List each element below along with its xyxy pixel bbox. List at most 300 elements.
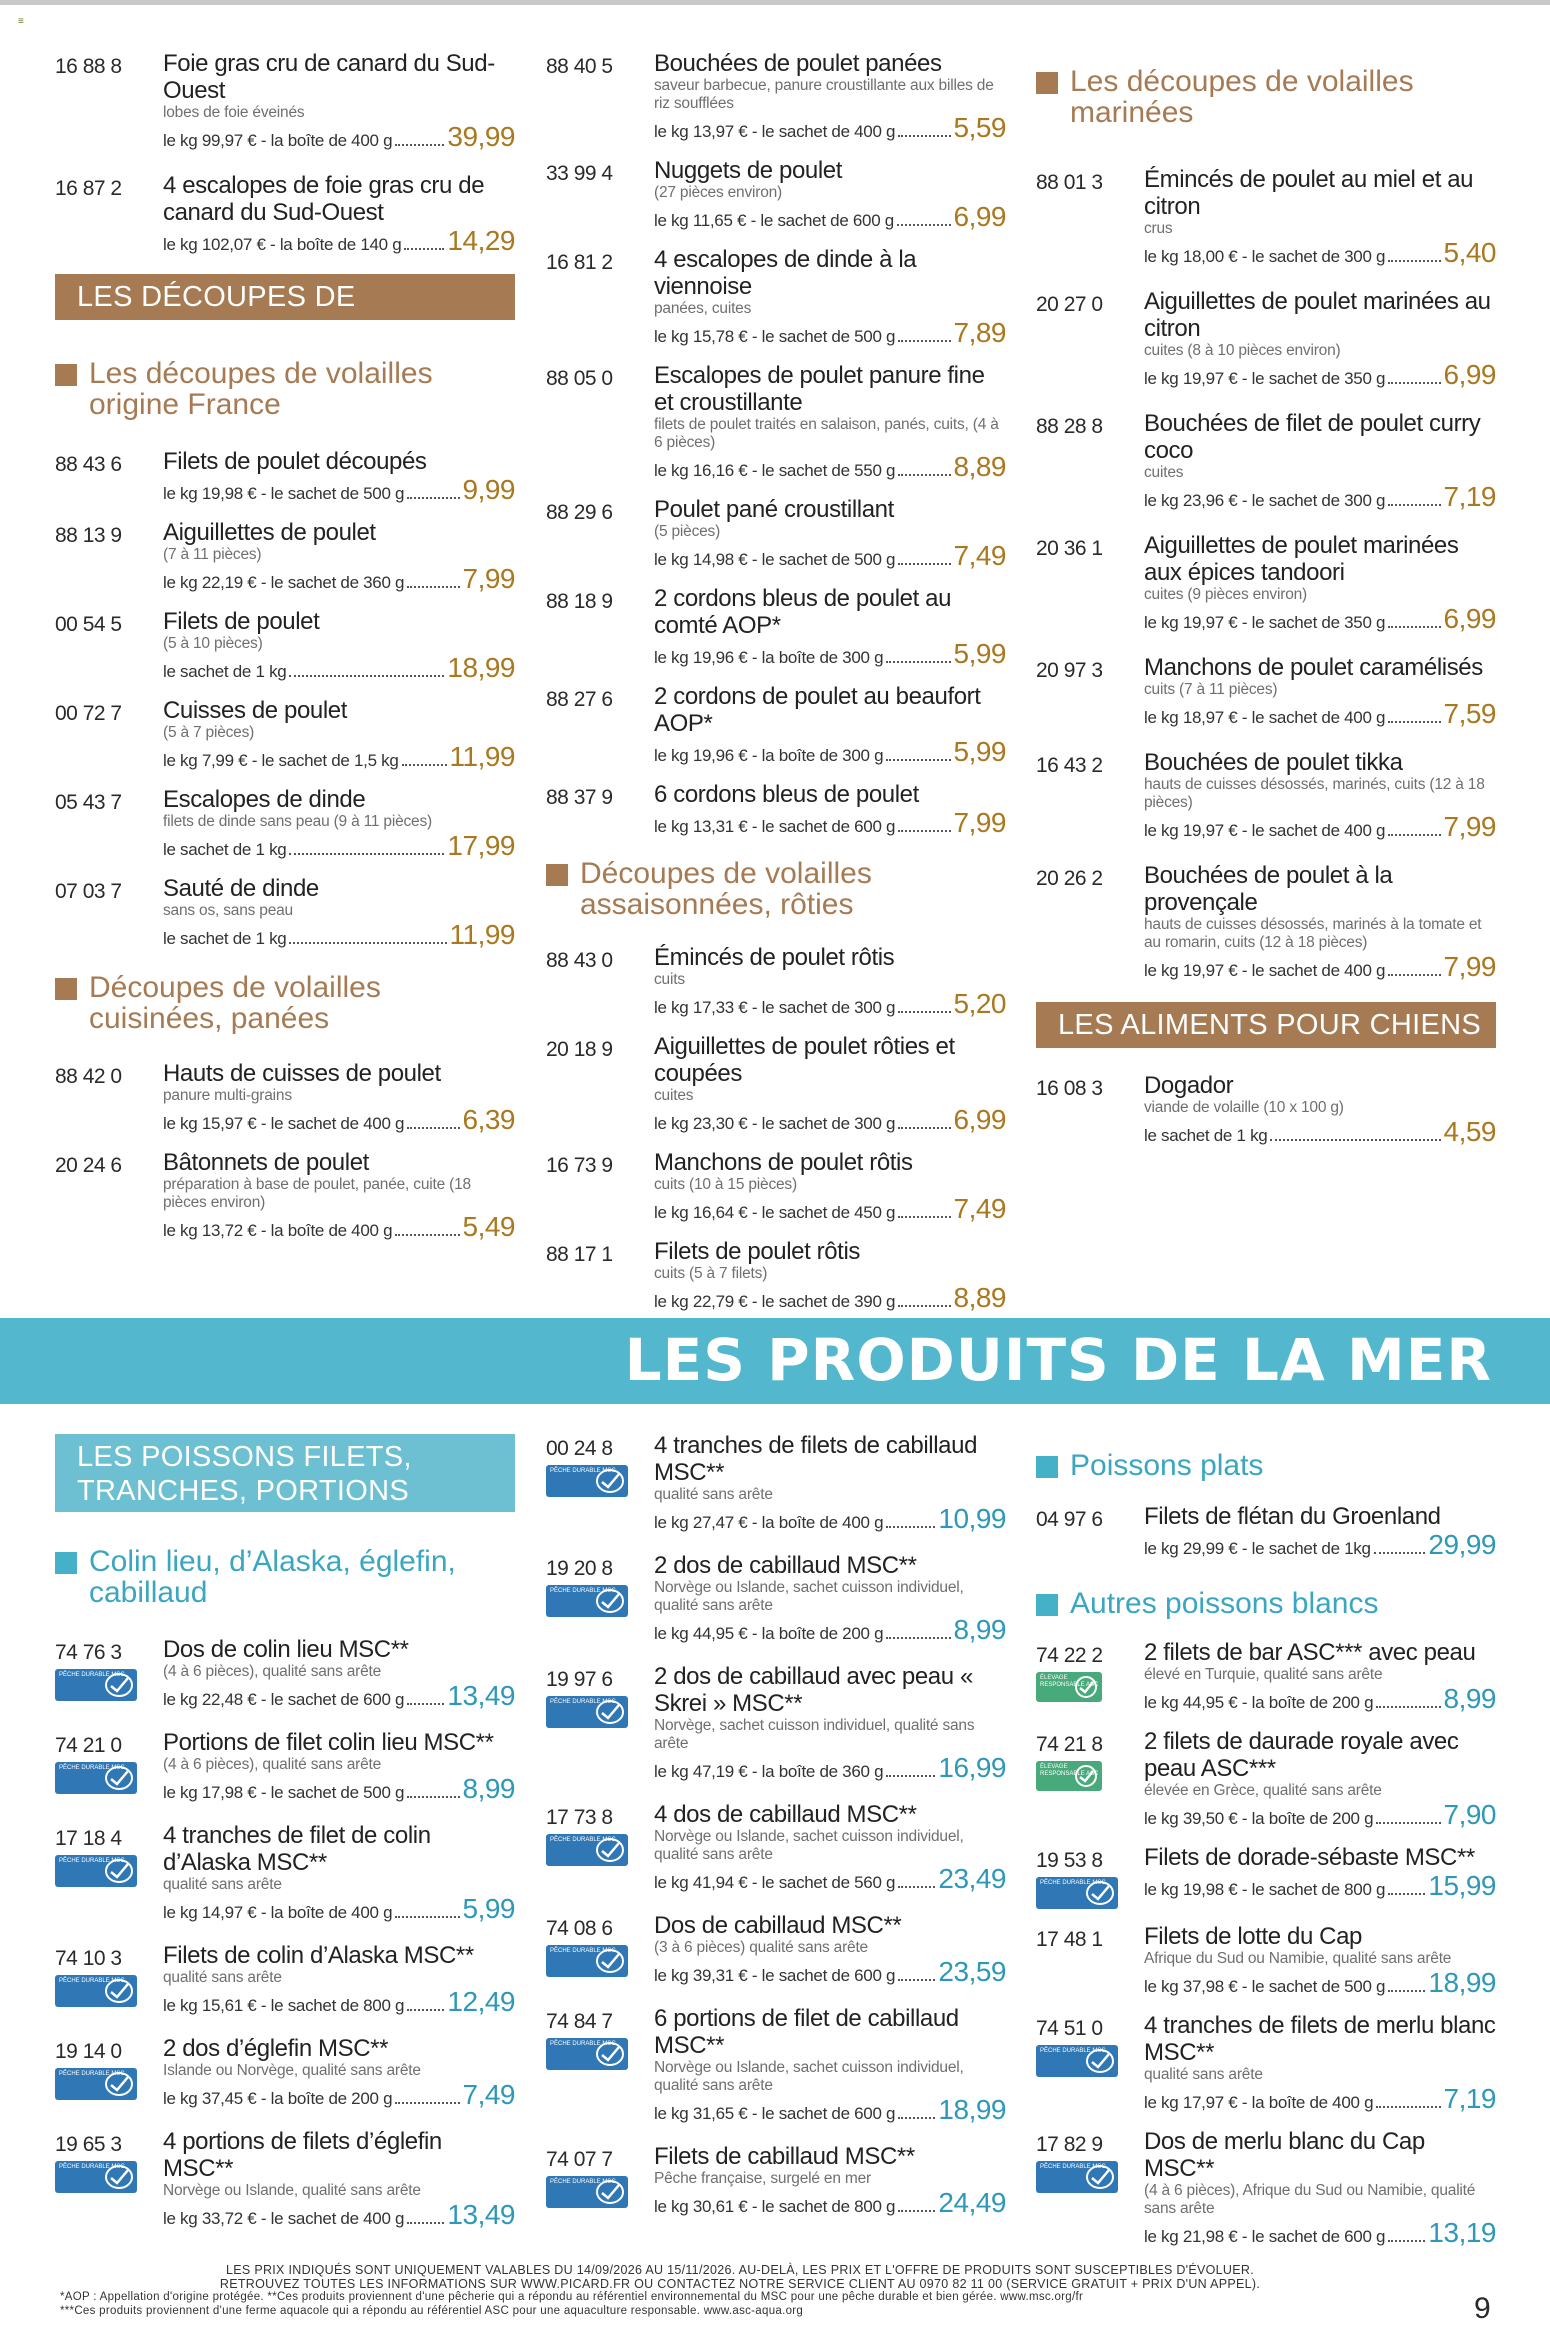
- product-name: Bouchées de poulet à la provençale: [1144, 862, 1393, 916]
- product-code: 74 84 7: [546, 2010, 613, 2033]
- product-name: Émincés de poulet au miel et au citron: [1144, 166, 1474, 220]
- product-item: [546, 1801, 1006, 1894]
- product-name: Dos de merlu blanc du Cap MSC**: [1144, 2128, 1425, 2182]
- unit-price: le kg 17,33 € - le sachet de 300 g: [654, 998, 896, 1017]
- product-code: 88 05 0: [546, 367, 613, 390]
- product-code: 88 42 0: [55, 1065, 122, 1088]
- section-band-poissons-filets: LES POISSONS FILETS, TRANCHES, PORTIONS: [55, 1434, 515, 1512]
- product-item: [55, 50, 515, 152]
- unit-price: le kg 13,72 € - la boîte de 400 g: [163, 1221, 393, 1240]
- product-name: Émincés de poulet rôtis: [654, 944, 895, 971]
- product-item: [546, 781, 1006, 838]
- product-item: [546, 2143, 1006, 2218]
- product-note: sans os, sans peau: [163, 902, 293, 919]
- product-item: [546, 2005, 1006, 2125]
- subsection-title: Découpes de volailles cuisinées, panées: [89, 971, 381, 1035]
- product-note: crus: [1144, 220, 1173, 237]
- price: 18,99: [938, 2094, 1006, 2125]
- product-note: (4 à 6 pièces), qualité sans arête: [163, 1756, 382, 1773]
- product-note: (4 à 6 pièces), qualité sans arête: [163, 1663, 382, 1680]
- product-item: [55, 1636, 515, 1711]
- msc-label-icon: PÊCHE DURABLE MSC: [1036, 2161, 1118, 2193]
- product-name: 4 tranches de filet de colin d’Alaska MSC**: [163, 1822, 431, 1876]
- unit-price: le kg 13,31 € - le sachet de 600 g: [654, 817, 896, 836]
- product-item: [55, 697, 515, 772]
- price: 8,99: [1443, 1683, 1496, 1714]
- price: 6,99: [1443, 603, 1496, 634]
- product-code: 16 88 8: [55, 55, 122, 78]
- unit-price: le kg 15,97 € - le sachet de 400 g: [163, 1114, 405, 1133]
- product-code: 88 37 9: [546, 786, 613, 809]
- price: 8,99: [953, 1614, 1006, 1645]
- product-name: Filets de lotte du Cap: [1144, 1923, 1362, 1950]
- price: 16,99: [938, 1752, 1006, 1783]
- product-note: cuites: [654, 1087, 694, 1104]
- product-item: [55, 1729, 515, 1804]
- product-name: Filets de colin d’Alaska MSC**: [163, 1942, 474, 1969]
- subsection-title: Autres poissons blancs: [1070, 1587, 1379, 1620]
- square-bullet-icon: [55, 978, 77, 1000]
- unit-price: le sachet de 1 kg: [163, 662, 287, 681]
- subsection-title: Les découpes de volailles origine France: [89, 357, 433, 421]
- unit-price: le kg 19,96 € - la boîte de 300 g: [654, 746, 884, 765]
- product-note: (5 pièces): [654, 523, 721, 540]
- product-code: 74 10 3: [55, 1947, 122, 1970]
- product-item: [55, 1942, 515, 2017]
- product-note: (27 pièces environ): [654, 184, 783, 201]
- sea-products-banner: [0, 1318, 1550, 1404]
- price: 5,49: [462, 1211, 515, 1242]
- product-code: 17 48 1: [1036, 1928, 1103, 1951]
- msc-label-icon: PÊCHE DURABLE MSC: [546, 2038, 628, 2070]
- product-note: cuits (5 à 7 filets): [654, 1265, 768, 1282]
- price: 11,99: [449, 919, 515, 950]
- product-item: [55, 875, 515, 950]
- product-item: [546, 1432, 1006, 1534]
- price: 6,99: [1443, 359, 1496, 390]
- product-item: [55, 2035, 515, 2110]
- product-code: 88 13 9: [55, 524, 122, 547]
- product-code: 20 27 0: [1036, 293, 1103, 316]
- product-note: hauts de cuisses désossés, marinés à la tomate et au romarin, cuits (12 à 18 pièces): [1144, 916, 1482, 951]
- product-note: (3 à 6 pièces) qualité sans arête: [654, 1939, 868, 1956]
- product-note: Norvège, sachet cuisson individuel, qualité sans arête: [654, 1717, 975, 1752]
- product-note: Norvège ou Islande, qualité sans arête: [163, 2182, 421, 2199]
- product-note: Pêche française, surgelé en mer: [654, 2170, 871, 2187]
- product-item: [546, 683, 1006, 767]
- unit-price: le sachet de 1 kg: [163, 840, 287, 859]
- unit-price: le kg 19,97 € - le sachet de 400 g: [1144, 961, 1386, 980]
- price: 11,99: [449, 741, 515, 772]
- column-1: [55, 50, 515, 1258]
- product-name: Sauté de dinde: [163, 875, 319, 902]
- price: 7,19: [1443, 481, 1496, 512]
- unit-price: le kg 27,47 € - la boîte de 400 g: [654, 1513, 884, 1532]
- price: 9,99: [462, 474, 515, 505]
- product-code: 88 17 1: [546, 1243, 613, 1266]
- footer-note: *AOP : Appellation d'origine protégée. **Ces produits proviennent d'une pêcherie qui a répondu au référentiel environnemental du MSC pour une pêche durable et bien gérée. www.msc.org/fr: [60, 2291, 1084, 2303]
- subsection-autres-blancs: [1036, 1588, 1496, 1619]
- product-note: filets de dinde sans peau (9 à 11 pièces): [163, 813, 432, 830]
- unit-price: le kg 21,98 € - le sachet de 600 g: [1144, 2227, 1386, 2246]
- product-note: Norvège ou Islande, sachet cuisson individuel, qualité sans arête: [654, 1579, 964, 1614]
- price: 23,59: [938, 1956, 1006, 1987]
- product-note: qualité sans arête: [163, 1969, 282, 1986]
- product-item: [546, 1912, 1006, 1987]
- product-code: 00 24 8: [546, 1437, 613, 1460]
- product-item: [1036, 1844, 1496, 1909]
- product-name: Dos de colin lieu MSC**: [163, 1636, 409, 1663]
- unit-price: le kg 31,65 € - le sachet de 600 g: [654, 2104, 896, 2123]
- product-item: [55, 608, 515, 683]
- product-item: [1036, 166, 1496, 268]
- product-item: [55, 172, 515, 256]
- product-code: 19 97 6: [546, 1668, 613, 1691]
- price: 39,99: [447, 121, 515, 152]
- square-bullet-icon: [546, 864, 568, 886]
- price: 7,89: [953, 317, 1006, 348]
- price: 7,49: [953, 540, 1006, 571]
- unit-price: le kg 23,30 € - le sachet de 300 g: [654, 1114, 896, 1133]
- product-code: 74 21 0: [55, 1734, 122, 1757]
- product-item: [55, 1149, 515, 1242]
- product-item: [546, 1149, 1006, 1224]
- msc-label-icon: PÊCHE DURABLE MSC: [546, 2176, 628, 2208]
- product-item: [55, 2128, 515, 2230]
- unit-price: le kg 39,31 € - le sachet de 600 g: [654, 1966, 896, 1985]
- msc-label-icon: PÊCHE DURABLE MSC: [546, 1696, 628, 1728]
- footer-line: LES PRIX INDIQUÉS SONT UNIQUEMENT VALABLES DU 14/09/2026 AU 15/11/2026. AU-DELÀ, LES PRIX ET L'OFFRE DE PRODUITS SONT SUSCEPTIBLES D'ÉVOLUER.: [226, 2263, 1254, 2277]
- product-name: Bâtonnets de poulet: [163, 1149, 369, 1176]
- asc-label-icon: ÉLEVAGE RESPONSABLE ASC: [1036, 1761, 1102, 1791]
- column-3: [1036, 66, 1496, 1163]
- unit-price: le kg 99,97 € - la boîte de 400 g: [163, 131, 393, 150]
- subsection-title: Les découpes de volailles marinées: [1070, 65, 1414, 129]
- unit-price: le kg 30,61 € - le sachet de 800 g: [654, 2197, 896, 2216]
- product-note: préparation à base de poulet, panée, cuite (18 pièces environ): [163, 1176, 471, 1211]
- product-name: Bouchées de poulet panées: [654, 50, 942, 77]
- msc-label-icon: PÊCHE DURABLE MSC: [55, 2068, 137, 2100]
- unit-price: le sachet de 1 kg: [1144, 1126, 1268, 1145]
- unit-price: le kg 14,97 € - la boîte de 400 g: [163, 1903, 393, 1922]
- product-code: 05 43 7: [55, 791, 122, 814]
- unit-price: le kg 15,61 € - le sachet de 800 g: [163, 1996, 405, 2015]
- product-name: Cuisses de poulet: [163, 697, 347, 724]
- product-name: Aiguillettes de poulet rôties et coupées: [654, 1033, 955, 1087]
- product-item: [55, 786, 515, 861]
- subsection-origine: [55, 358, 515, 420]
- product-note: (7 à 11 pièces): [163, 546, 262, 563]
- product-code: 16 08 3: [1036, 1077, 1103, 1100]
- product-code: 00 72 7: [55, 702, 122, 725]
- product-name: Foie gras cru de canard du Sud-Ouest: [163, 50, 495, 104]
- price: 6,99: [953, 1104, 1006, 1135]
- subsection-title: Poissons plats: [1070, 1449, 1264, 1482]
- product-name: 6 portions de filet de cabillaud MSC**: [654, 2005, 959, 2059]
- product-code: 88 40 5: [546, 55, 613, 78]
- footer-line: RETROUVEZ TOUTES LES INFORMATIONS SUR WWW.PICARD.FR OU CONTACTEZ NOTRE SERVICE CLIENT AU 0970 82 11 00 (SERVICE GRATUIT + PRIX D'UN APPEL).: [219, 2276, 1261, 2291]
- unit-price: le kg 102,07 € - la boîte de 140 g: [163, 235, 402, 254]
- price: 15,99: [1428, 1870, 1496, 1901]
- banner-title: LES PRODUITS DE LA MER: [624, 1326, 1492, 1394]
- unit-price: le kg 17,97 € - la boîte de 400 g: [1144, 2093, 1374, 2112]
- product-name: Manchons de poulet caramélisés: [1144, 654, 1483, 681]
- menu-icon: ≡: [18, 16, 24, 27]
- product-item: [1036, 410, 1496, 512]
- product-name: 4 dos de cabillaud MSC**: [654, 1801, 917, 1828]
- column-2: [546, 50, 1006, 1329]
- product-code: 16 73 9: [546, 1154, 613, 1177]
- price: 13,49: [447, 1680, 515, 1711]
- square-bullet-icon: [55, 364, 77, 386]
- product-item: [546, 246, 1006, 348]
- msc-label-icon: PÊCHE DURABLE MSC: [546, 1465, 628, 1497]
- product-item: [1036, 654, 1496, 729]
- product-code: 74 51 0: [1036, 2017, 1103, 2040]
- price: 5,59: [953, 112, 1006, 143]
- unit-price: le kg 19,97 € - le sachet de 400 g: [1144, 821, 1386, 840]
- product-name: 4 tranches de filets de merlu blanc MSC**: [1144, 2012, 1496, 2066]
- unit-price: le kg 16,16 € - le sachet de 550 g: [654, 461, 896, 480]
- product-name: Portions de filet colin lieu MSC**: [163, 1729, 494, 1756]
- product-item: [546, 50, 1006, 143]
- product-item: [546, 1663, 1006, 1783]
- unit-price: le kg 22,79 € - le sachet de 390 g: [654, 1292, 896, 1311]
- subsection-assaisonnees: [546, 858, 1006, 920]
- price: 7,99: [1443, 811, 1496, 842]
- legal-footer: [60, 2264, 1420, 2318]
- product-note: élevée en Grèce, qualité sans arête: [1144, 1782, 1382, 1799]
- unit-price: le kg 37,45 € - la boîte de 200 g: [163, 2089, 393, 2108]
- product-item: [546, 1552, 1006, 1645]
- product-code: 20 24 6: [55, 1154, 122, 1177]
- product-item: [546, 362, 1006, 482]
- product-code: 88 43 0: [546, 949, 613, 972]
- product-name: 2 filets de daurade royale avec peau ASC***: [1144, 1728, 1459, 1782]
- unit-price: le kg 7,99 € - le sachet de 1,5 kg: [163, 751, 399, 770]
- price: 7,99: [953, 807, 1006, 838]
- product-name: 2 cordons de poulet au beaufort AOP*: [654, 683, 981, 737]
- unit-price: le kg 33,72 € - le sachet de 400 g: [163, 2209, 405, 2228]
- top-rule: [0, 0, 1550, 5]
- unit-price: le kg 39,50 € - la boîte de 200 g: [1144, 1809, 1374, 1828]
- product-code: 19 14 0: [55, 2040, 122, 2063]
- unit-price: le kg 19,98 € - le sachet de 800 g: [1144, 1880, 1386, 1899]
- unit-price: le kg 44,95 € - la boîte de 200 g: [654, 1624, 884, 1643]
- product-name: Escalopes de dinde: [163, 786, 366, 813]
- product-name: 2 dos de cabillaud MSC**: [654, 1552, 917, 1579]
- product-code: 74 22 2: [1036, 1644, 1103, 1667]
- product-item: [1036, 749, 1496, 842]
- product-note: qualité sans arête: [1144, 2066, 1263, 2083]
- price: 29,99: [1428, 1529, 1496, 1560]
- unit-price: le kg 16,64 € - le sachet de 450 g: [654, 1203, 896, 1222]
- unit-price: le kg 41,94 € - le sachet de 560 g: [654, 1873, 896, 1892]
- product-note: Norvège ou Islande, sachet cuisson individuel, qualité sans arête: [654, 2059, 964, 2094]
- price: 13,49: [447, 2199, 515, 2230]
- section-band-decoupes: LES DÉCOUPES DE VOLAILLES: [55, 274, 515, 320]
- product-code: 20 36 1: [1036, 537, 1103, 560]
- msc-label-icon: PÊCHE DURABLE MSC: [55, 1762, 137, 1794]
- product-item: [1036, 2128, 1496, 2248]
- price: 18,99: [1428, 1967, 1496, 1998]
- section-band-chiens: LES ALIMENTS POUR CHIENS: [1036, 1002, 1496, 1048]
- square-bullet-icon: [1036, 1594, 1058, 1616]
- product-name: Filets de dorade-sébaste MSC**: [1144, 1844, 1475, 1871]
- price: 8,99: [462, 1773, 515, 1804]
- product-item: [546, 1238, 1006, 1313]
- product-item: [1036, 532, 1496, 634]
- product-note: saveur barbecue, panure croustillante aux billes de riz soufflées: [654, 77, 994, 112]
- sea-column-3: [1036, 1450, 1496, 2264]
- sea-column-1: [55, 1434, 515, 2246]
- product-name: Dos de cabillaud MSC**: [654, 1912, 902, 1939]
- price: 5,99: [462, 1893, 515, 1924]
- unit-price: le kg 22,19 € - le sachet de 360 g: [163, 573, 405, 592]
- product-code: 19 53 8: [1036, 1849, 1103, 1872]
- product-name: Hauts de cuisses de poulet: [163, 1060, 441, 1087]
- product-note: hauts de cuisses désossés, marinés, cuits (12 à 18 pièces): [1144, 776, 1485, 811]
- product-code: 17 18 4: [55, 1827, 122, 1850]
- product-item: [55, 1060, 515, 1135]
- product-code: 74 21 8: [1036, 1733, 1103, 1756]
- product-code: 88 28 8: [1036, 415, 1103, 438]
- product-note: panure multi-grains: [163, 1087, 292, 1104]
- page-number: 9: [1474, 2292, 1491, 2325]
- subsection-plats: [1036, 1450, 1496, 1481]
- product-name: 4 portions de filets d’églefin MSC**: [163, 2128, 442, 2182]
- unit-price: le kg 18,00 € - le sachet de 300 g: [1144, 247, 1386, 266]
- unit-price: le kg 22,48 € - le sachet de 600 g: [163, 1690, 405, 1709]
- product-item: [1036, 288, 1496, 390]
- subsection-cuisinees: [55, 972, 515, 1034]
- price: 8,89: [953, 1282, 1006, 1313]
- product-name: Aiguillettes de poulet: [163, 519, 376, 546]
- product-note: (4 à 6 pièces), Afrique du Sud ou Namibie, qualité sans arête: [1144, 2182, 1476, 2217]
- product-note: Islande ou Norvège, qualité sans arête: [163, 2062, 421, 2079]
- msc-label-icon: PÊCHE DURABLE MSC: [55, 2161, 137, 2193]
- product-name: Filets de poulet rôtis: [654, 1238, 860, 1265]
- product-name: 4 tranches de filets de cabillaud MSC**: [654, 1432, 978, 1486]
- product-name: Bouchées de poulet tikka: [1144, 749, 1403, 776]
- product-name: Nuggets de poulet: [654, 157, 843, 184]
- unit-price: le kg 19,96 € - la boîte de 300 g: [654, 648, 884, 667]
- product-item: [1036, 1503, 1496, 1560]
- product-code: 20 97 3: [1036, 659, 1103, 682]
- product-code: 88 01 3: [1036, 171, 1103, 194]
- product-note: cuits (7 à 11 pièces): [1144, 681, 1278, 698]
- product-note: (5 à 7 pièces): [163, 724, 255, 741]
- product-note: cuites (8 à 10 pièces environ): [1144, 342, 1341, 359]
- product-note: panées, cuites: [654, 300, 752, 317]
- product-name: 6 cordons bleus de poulet: [654, 781, 919, 808]
- unit-price: le kg 14,98 € - le sachet de 500 g: [654, 550, 896, 569]
- unit-price: le kg 44,95 € - la boîte de 200 g: [1144, 1693, 1374, 1712]
- product-code: 17 82 9: [1036, 2133, 1103, 2156]
- msc-label-icon: PÊCHE DURABLE MSC: [546, 1834, 628, 1866]
- product-item: [1036, 1728, 1496, 1830]
- unit-price: le kg 37,98 € - le sachet de 500 g: [1144, 1977, 1386, 1996]
- product-note: Afrique du Sud ou Namibie, qualité sans arête: [1144, 1950, 1452, 1967]
- product-item: [546, 944, 1006, 1019]
- product-note: (5 à 10 pièces): [163, 635, 263, 652]
- product-name: Bouchées de filet de poulet curry coco: [1144, 410, 1481, 464]
- price: 12,49: [447, 1986, 515, 2017]
- square-bullet-icon: [55, 1552, 77, 1574]
- msc-label-icon: PÊCHE DURABLE MSC: [55, 1855, 137, 1887]
- price: 10,99: [938, 1503, 1006, 1534]
- price: 23,49: [938, 1863, 1006, 1894]
- product-code: 33 99 4: [546, 162, 613, 185]
- product-name: Filets de poulet découpés: [163, 448, 427, 475]
- product-note: viande de volaille (10 x 100 g): [1144, 1099, 1344, 1116]
- price: 24,49: [938, 2187, 1006, 2218]
- product-item: [1036, 862, 1496, 982]
- price: 7,49: [953, 1193, 1006, 1224]
- msc-label-icon: PÊCHE DURABLE MSC: [1036, 2045, 1118, 2077]
- product-name: 2 dos de cabillaud avec peau « Skrei » MSC**: [654, 1663, 973, 1717]
- product-item: [1036, 1072, 1496, 1147]
- product-note: cuites: [1144, 464, 1184, 481]
- product-item: [546, 585, 1006, 669]
- product-note: cuits (10 à 15 pièces): [654, 1176, 797, 1193]
- price: 13,19: [1428, 2217, 1496, 2248]
- product-name: Escalopes de poulet panure fine et croustillante: [654, 362, 985, 416]
- product-item: [1036, 1639, 1496, 1714]
- unit-price: le sachet de 1 kg: [163, 929, 287, 948]
- price: 6,39: [462, 1104, 515, 1135]
- product-code: 88 29 6: [546, 501, 613, 524]
- product-name: Filets de poulet: [163, 608, 320, 635]
- product-item: [1036, 2012, 1496, 2114]
- price: 5,99: [953, 638, 1006, 669]
- unit-price: le kg 11,65 € - le sachet de 600 g: [654, 211, 894, 230]
- product-note: filets de poulet traités en salaison, panés, cuits, (4 à 6 pièces): [654, 416, 999, 451]
- product-code: 88 18 9: [546, 590, 613, 613]
- product-code: 20 18 9: [546, 1038, 613, 1061]
- square-bullet-icon: [1036, 1456, 1058, 1478]
- product-name: Filets de flétan du Groenland: [1144, 1503, 1441, 1530]
- footer-note: ***Ces produits proviennent d'une ferme aquacole qui a répondu au référentiel ASC pour une aquaculture responsable. www.asc-aqua.org: [60, 2304, 804, 2317]
- product-note: élevé en Turquie, qualité sans arête: [1144, 1666, 1383, 1683]
- product-note: Norvège ou Islande, sachet cuisson individuel, qualité sans arête: [654, 1828, 964, 1863]
- subsection-marinees: [1036, 66, 1496, 128]
- product-code: 74 07 7: [546, 2148, 613, 2171]
- product-code: 17 73 8: [546, 1806, 613, 1829]
- price: 5,20: [953, 988, 1006, 1019]
- unit-price: le kg 15,78 € - le sachet de 500 g: [654, 327, 896, 346]
- msc-label-icon: PÊCHE DURABLE MSC: [546, 1945, 628, 1977]
- product-item: [55, 1822, 515, 1924]
- msc-label-icon: PÊCHE DURABLE MSC: [546, 1585, 628, 1617]
- product-note: lobes de foie éveinés: [163, 104, 305, 121]
- product-name: Manchons de poulet rôtis: [654, 1149, 913, 1176]
- msc-label-icon: PÊCHE DURABLE MSC: [55, 1669, 137, 1701]
- unit-price: le kg 19,97 € - le sachet de 350 g: [1144, 369, 1386, 388]
- product-item: [546, 1033, 1006, 1135]
- product-name: 4 escalopes de foie gras cru de canard du Sud-Ouest: [163, 172, 485, 226]
- product-code: 20 26 2: [1036, 867, 1103, 890]
- product-code: 07 03 7: [55, 880, 122, 903]
- product-name: Aiguillettes de poulet marinées aux épices tandoori: [1144, 532, 1459, 586]
- product-item: [55, 448, 515, 505]
- unit-price: le kg 18,97 € - le sachet de 400 g: [1144, 708, 1386, 727]
- product-name: Filets de cabillaud MSC**: [654, 2143, 915, 2170]
- product-code: 74 76 3: [55, 1641, 122, 1664]
- product-code: 16 87 2: [55, 177, 122, 200]
- unit-price: le kg 19,98 € - le sachet de 500 g: [163, 484, 405, 503]
- product-code: 16 81 2: [546, 251, 613, 274]
